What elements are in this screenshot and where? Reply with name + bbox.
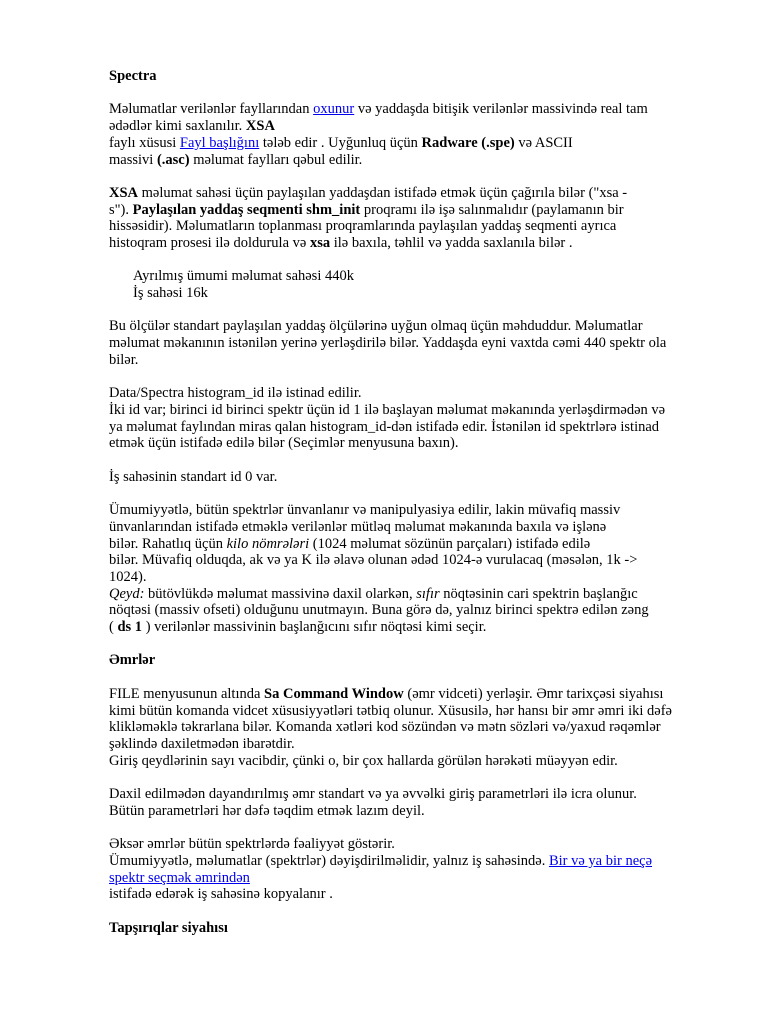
link-oxunur[interactable]: oxunur [313, 101, 355, 118]
paragraph-histogram-id: Data/Spectra histogram_id ilə istinad edilir. [109, 385, 362, 402]
data-area-size: Ayrılmış ümumi məlumat sahəsi 440k [133, 268, 354, 285]
link-select-spectra[interactable]: Bir və ya bir neçə [548, 852, 653, 869]
page-title: Spectra [109, 68, 157, 84]
paragraph-defaults: Daxil edilmədən dayandırılmış əmr standart və ya əvvəlki giriş parametrləri ilə icra olunur. [109, 786, 637, 803]
section-heading-tasks: Tapşırıqlar siyahısı [109, 919, 228, 936]
section-heading-commands: Əmrlər [109, 652, 156, 669]
note: Qeyd: bütövlükdə məlumat massivinə daxil olarkən, sıfır nöqtəsinin cari spektrin başlanğıc [109, 585, 638, 602]
paragraph-intro: Məlumatlar verilənlər fayllarından oxunur və yaddaşda bitişik verilənlər massivində real tam [109, 101, 648, 118]
paragraph-work-area-id: İş sahəsinin standart id 0 var. [109, 468, 278, 485]
paragraph-sizes: Bu ölçülər standart paylaşılan yaddaş ölçülərinə uyğun olmaq üçün məhduddur. Məlumatlar [109, 318, 643, 335]
link-select-spectra-command[interactable]: spektr seçmək əmrindən [109, 869, 250, 886]
paragraph-command-window: FILE menyusunun altında Sa Command Window (əmr vidceti) yerləşir. Əmr tarixçəsi siyahısı [109, 685, 664, 702]
work-area-size: İş sahəsi 16k [133, 285, 208, 302]
paragraph-addressing: Ümumiyyətlə, bütün spektrlər ünvanlanır və manipulyasiya edilir, lakin müvafiq massiv [109, 502, 621, 519]
paragraph-spectra-commands: Əksər əmrlər bütün spektrlərdə fəaliyyət göstərir. [109, 836, 395, 853]
document-body: Spectra Məlumatlar verilənlər fayllarından oxunur və yaddaşda bitişik verilənlər massivində real tam ədədlər kimi saxlanılır. XSA faylı xüsusi Fayl başlığını tələb edir . Uyğunluq üçün Radware (.spe) və ASCII massivi (.asc) məlumat faylları qəbul edilir. XSA məlumat sahəsi üçün paylaşılan yaddaşdan istifadə etmək üçün çağırıla bilər ("xsa - s"). Paylaşılan yaddaş seqmenti shm_init proqramı ilə işə salınmalıdır (paylamanın bir hissəsidir). Məlumatların toplanması proqramlarında paylaşılan yaddaş seqmenti ayrıca histoqram prosesi ilə doldurula və xsa ilə baxıla, təhlil və yadda saxlanıla bilər . Ayrılmış ümumi məlumat sahəsi 440k İş sahəsi 16k Bu ölçülər standart paylaşılan yaddaş ölçülərinə uyğun olmaq üçün məhduddur. Məlumatlar məlumat məkanının istənilən yerinə yerləşdirilə bilər. Yaddaşda eyni vaxtda cəmi 440 spektr ola bilər. Data/Spectra histogram_id ilə istinad edilir. İki id var; birinci id birinci spektr üçün id 1 ilə başlayan məlumat məkanında yerləşdirmədən və ya məlumat faylından miras qalan histogram_id-dən istifadə edir. İstənilən id spektrlərə istinad etmək üçün istifadə edilə bilər (Seçimlər menyusuna baxın). İş sahəsinin standart id 0 var. Ümumiyyətlə, bütün spektrlər ünvanlanır və manipulyasiya edilir, lakin müvafiq massiv ünvanlarından istifadə etməklə verilənlər mütləq məlumat məkanında baxıla və işlənə bilər. Rahatlıq üçün kilo nömrələri (1024 məlumat sözünün parçaları) istifadə edilə bilər. Müvafiq olduqda, ak və ya K ilə əlavə olunan ədəd 1024-ə vurulacaq (məsələn, 1k -> 1024). Qeyd: bütövlükdə məlumat massivinə daxil olarkən, sıfır nöqtəsinin cari spektrin başlanğıc nöqtəsi (massiv ofseti) olduğunu unutmayın. Buna görə də, yalnız birinci spektrə edilən zəng ( ds 1 ) verilənlər massivinin başlanğıcını sıfır nöqtəsi kimi seçir. Əmrlər FILE menyusunun altında Sa Command Window (əmr vidceti) yerləşir. Əmr tarixçəsi siyahısı kimi bütün komanda vidcet xüsusiyyətləri tətbiq olunur. Xüsusilə, hər hansı bir əmr əmri iki dəfə klikləməklə təkrarlana bilər. Komanda xətləri kod sözündən və mətn sözləri və/yaxud rəqəmlər şəklində daxiletmədən ibarətdir. Giriş qeydlərinin sayı vacibdir, çünki o, bir çox hallarda görülən hərəkəti müəyyən edir. Daxil edilmədən dayandırılmış əmr standart və ya əvvəlki giriş parametrləri ilə icra olunur. Bütün parametrləri hər dəfə təqdim etmək lazım deyil. Əksər əmrlər bütün spektrlərdə fəaliyyət göstərir. Ümumiyyətlə, məlumatlar (spektrlər) dəyişdirilməlidir, yalnız iş sahəsində. Bir və ya bir neçə spektr seçmək əmrindən istifadə edərək iş sahəsinə kopyalanır . Tapşırıqlar siyahısı [109, 68, 719, 936]
paragraph-xsa-shared-memory: XSA məlumat sahəsi üçün paylaşılan yaddaşdan istifadə etmək üçün çağırıla bilər ("xsa - [109, 184, 628, 201]
link-file-header[interactable]: Fayl başlığını [179, 134, 260, 151]
